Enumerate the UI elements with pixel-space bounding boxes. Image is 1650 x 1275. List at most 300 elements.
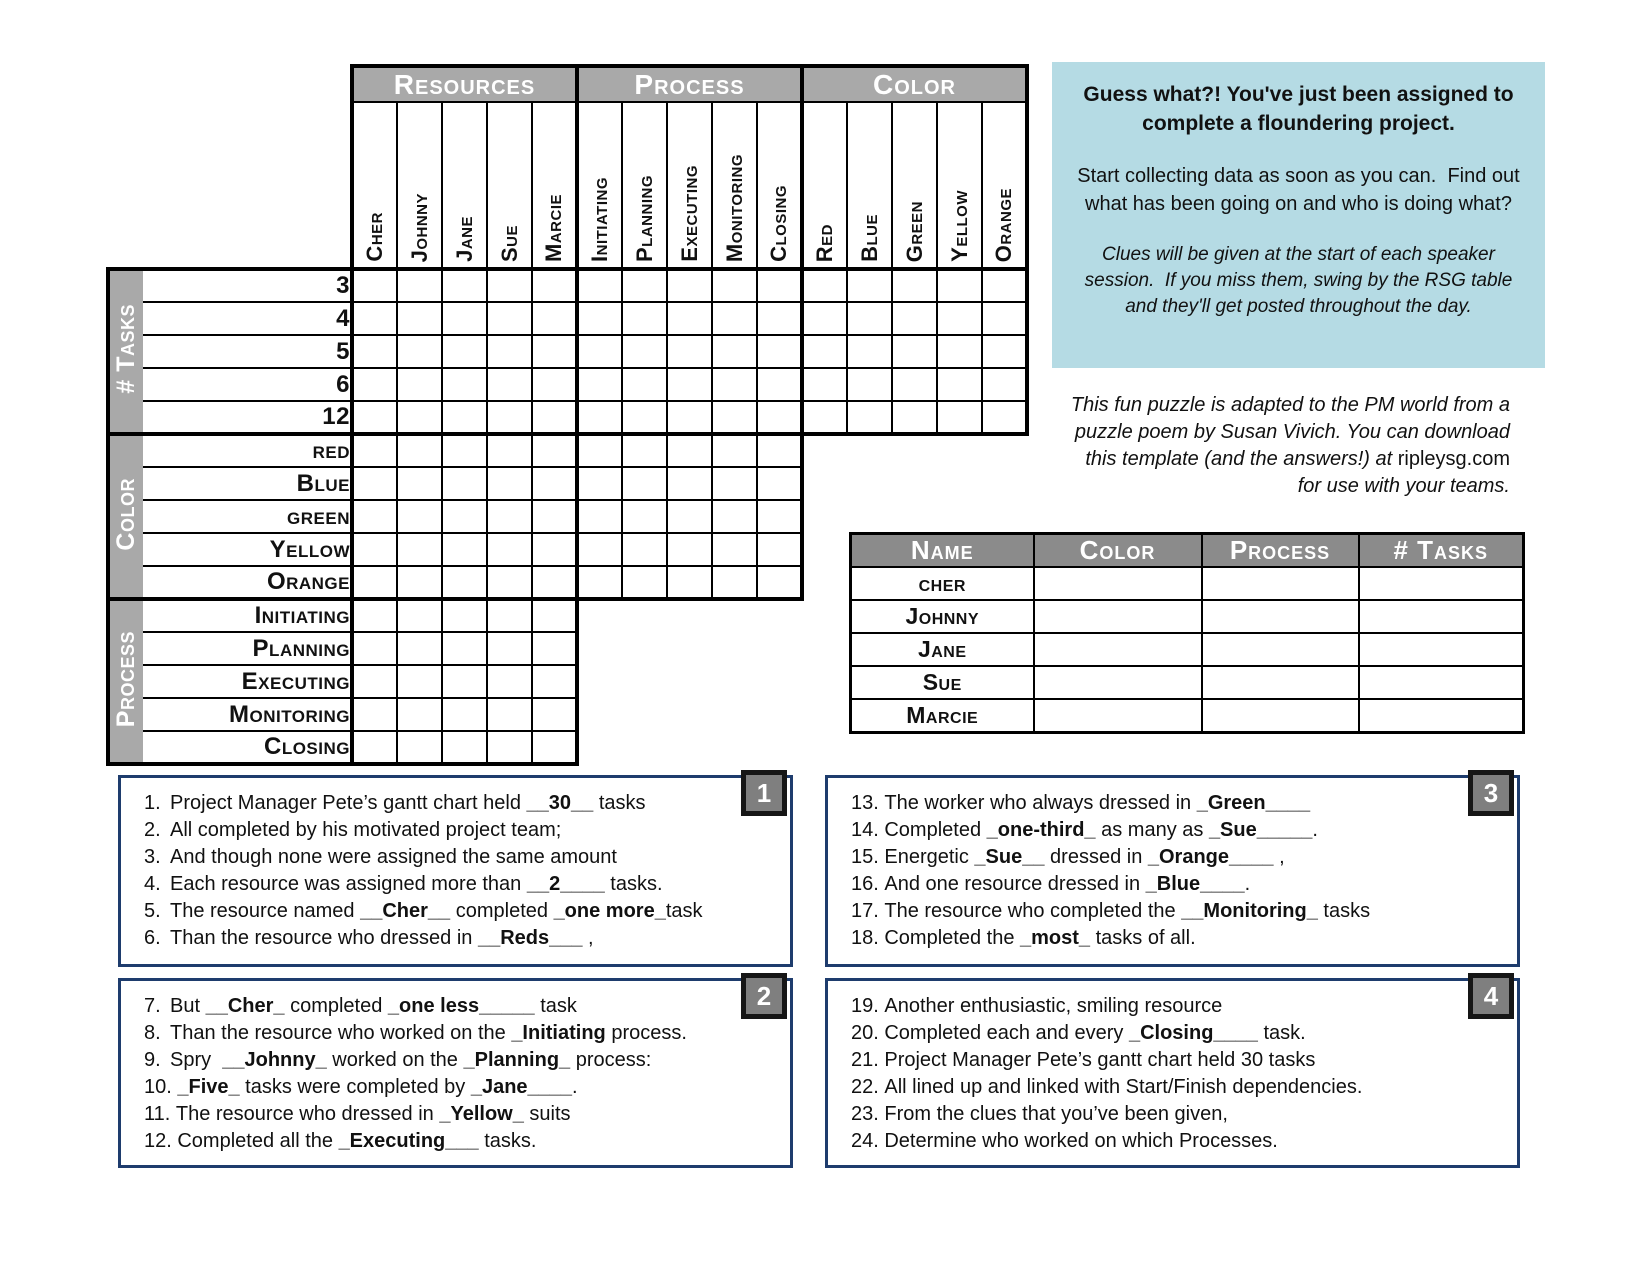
clue-text-part: tasks	[593, 792, 646, 814]
clue-blank-answer: _Orange____	[1147, 846, 1274, 868]
grid-corner-spacer	[108, 66, 352, 269]
answer-row	[851, 633, 1524, 666]
grid-cell[interactable]	[712, 434, 757, 467]
clue-text	[884, 1020, 1305, 1047]
clue-text-part: tasks	[1317, 900, 1371, 922]
grid-cell[interactable]	[532, 401, 577, 434]
clue-text	[884, 898, 1370, 925]
clue-text	[170, 1020, 687, 1047]
grid-cell[interactable]	[352, 401, 397, 434]
column-header-label: Yellow	[946, 190, 972, 262]
column-header-label: Green	[901, 200, 927, 262]
grid-cell[interactable]	[397, 731, 442, 764]
column-group-header-resources: Resources	[352, 66, 577, 102]
column-header-initiating	[577, 102, 622, 269]
grid-cell[interactable]	[667, 467, 712, 500]
grid-cell[interactable]	[757, 401, 802, 434]
grid-cell[interactable]	[937, 368, 982, 401]
column-header-label: Marcie	[541, 194, 566, 262]
grid-cell[interactable]	[532, 566, 577, 599]
grid-cell[interactable]	[577, 401, 622, 434]
clue-item	[851, 993, 1511, 1020]
clue-item	[851, 844, 1511, 871]
row-group-label: # Tasks	[112, 304, 140, 394]
clue-text-part: tasks of all.	[1090, 927, 1196, 949]
grid-cell[interactable]	[712, 269, 757, 302]
clue-blank-answer: __Johnny_	[222, 1049, 327, 1071]
credit-line	[1010, 446, 1510, 473]
grid-cell[interactable]	[802, 269, 847, 302]
clue-box-badge-2: 2	[741, 973, 787, 1019]
clue-text-part: ,	[582, 927, 594, 949]
answer-cell[interactable]	[1034, 600, 1202, 633]
clue-text-part: task.	[1257, 1022, 1306, 1044]
grid-cell[interactable]	[757, 269, 802, 302]
grid-cell[interactable]	[397, 368, 442, 401]
grid-cell[interactable]	[397, 632, 442, 665]
grid-cell[interactable]	[352, 434, 397, 467]
row-header-green: green	[143, 500, 352, 533]
grid-cell[interactable]	[487, 665, 532, 698]
grid-cell[interactable]	[442, 434, 487, 467]
grid-cell[interactable]	[532, 731, 577, 764]
grid-cell[interactable]	[487, 434, 532, 467]
row-header-planning: Planning	[143, 632, 352, 665]
grid-cell[interactable]	[442, 566, 487, 599]
grid-cell[interactable]	[442, 335, 487, 368]
grid-cell[interactable]	[667, 500, 712, 533]
grid-cell[interactable]	[622, 401, 667, 434]
column-group-header-color: Color	[802, 66, 1027, 102]
grid-cell[interactable]	[982, 302, 1027, 335]
clue-box-badge-1: 1	[741, 770, 787, 816]
intro-note: Clues will be given at the start of each speaker session. If you miss them, swing by the RSG table and they'll get posted throughout the day.	[1084, 244, 1518, 317]
clue-number: 18.	[851, 927, 885, 949]
grid-cell[interactable]	[667, 335, 712, 368]
clue-number: 19.	[851, 995, 885, 1017]
credit-text	[1010, 392, 1510, 500]
grid-cell[interactable]	[532, 302, 577, 335]
answer-name-jane: Jane	[851, 633, 1034, 666]
clue-number: 2.	[144, 819, 167, 841]
row-group-label: Color	[112, 477, 140, 551]
clue-text-part: From the clues that you’ve been given,	[884, 1103, 1228, 1125]
answer-cell[interactable]	[1359, 567, 1524, 600]
grid-cell[interactable]	[352, 566, 397, 599]
credit-line	[1010, 473, 1510, 500]
column-header-closing	[757, 102, 802, 269]
column-header-label: Jane	[451, 216, 477, 262]
grid-cell[interactable]	[487, 500, 532, 533]
row-header-3: 3	[143, 269, 352, 302]
column-header-planning	[622, 102, 667, 269]
grid-cell[interactable]	[442, 368, 487, 401]
row-header-closing: Closing	[143, 731, 352, 764]
grid-cell[interactable]	[847, 335, 892, 368]
grid-cell[interactable]	[937, 269, 982, 302]
grid-cell[interactable]	[847, 368, 892, 401]
clue-text	[170, 817, 561, 844]
clue-text-part: process.	[605, 1022, 687, 1044]
clue-blank-answer: _one more_	[553, 900, 666, 922]
grid-cell[interactable]	[487, 368, 532, 401]
clue-item	[851, 817, 1511, 844]
grid-cell[interactable]	[532, 599, 577, 632]
grid-cell[interactable]	[397, 599, 442, 632]
grid-cell[interactable]	[487, 467, 532, 500]
grid-cell[interactable]	[532, 269, 577, 302]
grid-cell[interactable]	[532, 698, 577, 731]
grid-cell[interactable]	[442, 698, 487, 731]
grid-cell[interactable]	[892, 335, 937, 368]
column-header-label: Sue	[496, 224, 522, 262]
grid-cell[interactable]	[577, 368, 622, 401]
clue-box-3	[825, 775, 1520, 967]
grid-cell[interactable]	[532, 368, 577, 401]
clue-number: 21.	[851, 1049, 885, 1071]
column-header-cher	[352, 102, 397, 269]
grid-cell[interactable]	[532, 533, 577, 566]
grid-cell[interactable]	[397, 467, 442, 500]
grid-cell[interactable]	[397, 500, 442, 533]
grid-cell[interactable]	[442, 302, 487, 335]
answer-cell[interactable]	[1202, 699, 1359, 732]
grid-cell[interactable]	[352, 698, 397, 731]
answer-cell[interactable]	[1359, 666, 1524, 699]
answer-name-johnny: Johnny	[851, 600, 1034, 633]
clue-text-part: completed	[284, 995, 388, 1017]
grid-cell[interactable]	[577, 302, 622, 335]
credit-line	[1010, 419, 1510, 446]
answer-cell[interactable]	[1034, 699, 1202, 732]
grid-cell[interactable]	[712, 401, 757, 434]
clue-item	[851, 790, 1511, 817]
grid-cell[interactable]	[442, 632, 487, 665]
grid-cell[interactable]	[577, 566, 622, 599]
clue-item	[144, 1074, 784, 1101]
grid-cell[interactable]	[982, 269, 1027, 302]
grid-cell[interactable]	[667, 401, 712, 434]
grid-cell[interactable]	[802, 302, 847, 335]
clue-box-badge-4: 4	[1468, 973, 1514, 1019]
grid-cell[interactable]	[397, 434, 442, 467]
answer-row	[851, 567, 1524, 600]
clue-text-part: Completed the	[884, 927, 1020, 949]
grid-cell[interactable]	[577, 533, 622, 566]
grid-cell[interactable]	[757, 467, 802, 500]
grid-cell[interactable]	[712, 335, 757, 368]
grid-cell[interactable]	[667, 302, 712, 335]
clue-text-part: Completed	[884, 819, 987, 841]
clue-item	[851, 871, 1511, 898]
clue-blank-answer: __Monitoring_	[1181, 900, 1318, 922]
clue-item	[144, 1047, 784, 1074]
grid-cell[interactable]	[397, 401, 442, 434]
intro-body: Start collecting data as soon as you can. Find out what has been going on and who is doing what?	[1077, 165, 1526, 215]
grid-cell[interactable]	[352, 368, 397, 401]
grid-cell[interactable]	[397, 698, 442, 731]
grid-cell[interactable]	[532, 632, 577, 665]
answer-name-sue: Sue	[851, 666, 1034, 699]
grid-cell[interactable]	[712, 302, 757, 335]
grid-cell[interactable]	[622, 335, 667, 368]
clue-item	[851, 1128, 1511, 1155]
grid-cell[interactable]	[757, 566, 802, 599]
grid-cell[interactable]	[487, 698, 532, 731]
grid-cell[interactable]	[937, 401, 982, 434]
grid-cell[interactable]	[532, 434, 577, 467]
row-header-4: 4	[143, 302, 352, 335]
grid-cell[interactable]	[622, 269, 667, 302]
grid-cell[interactable]	[937, 302, 982, 335]
grid-cell[interactable]	[397, 665, 442, 698]
clue-item	[144, 1020, 784, 1047]
clue-text	[884, 871, 1250, 898]
clue-text	[177, 1128, 536, 1155]
grid-cell[interactable]	[532, 335, 577, 368]
grid-cell[interactable]	[442, 665, 487, 698]
grid-cell[interactable]	[352, 335, 397, 368]
credit-site-text: ripleysg.com	[1397, 448, 1510, 470]
grid-cell[interactable]	[757, 500, 802, 533]
clue-number: 24.	[851, 1130, 885, 1152]
grid-cell[interactable]	[712, 368, 757, 401]
grid-cell[interactable]	[847, 401, 892, 434]
clue-item	[851, 1101, 1511, 1128]
column-header-label: Blue	[856, 214, 882, 262]
clue-text	[884, 1074, 1362, 1101]
column-header-label: Planning	[631, 174, 657, 262]
column-header-marcie	[532, 102, 577, 269]
grid-cell[interactable]	[352, 665, 397, 698]
column-header-orange	[982, 102, 1027, 269]
column-header-executing	[667, 102, 712, 269]
grid-cell[interactable]	[892, 302, 937, 335]
grid-cell[interactable]	[487, 335, 532, 368]
clue-text-part: All lined up and linked with Start/Finish dependencies.	[884, 1076, 1363, 1098]
grid-cell[interactable]	[757, 335, 802, 368]
clue-text-part: .	[572, 1076, 578, 1098]
grid-cell[interactable]	[397, 533, 442, 566]
clue-number: 20.	[851, 1022, 885, 1044]
grid-cell[interactable]	[442, 731, 487, 764]
grid-cell[interactable]	[442, 500, 487, 533]
answer-header-process: Process	[1202, 534, 1359, 568]
grid-cell[interactable]	[352, 467, 397, 500]
grid-cell[interactable]	[847, 269, 892, 302]
grid-cell[interactable]	[712, 533, 757, 566]
grid-cell[interactable]	[442, 533, 487, 566]
clue-blank-answer: _Yellow_	[439, 1103, 524, 1125]
grid-cell[interactable]	[352, 500, 397, 533]
grid-cell[interactable]	[442, 467, 487, 500]
grid-cell[interactable]	[757, 533, 802, 566]
clue-text-part: Project Manager Pete’s gantt chart held	[170, 792, 527, 814]
grid-cell[interactable]	[622, 500, 667, 533]
grid-cell[interactable]	[982, 335, 1027, 368]
clue-blank-answer: _Planning_	[463, 1049, 571, 1071]
column-header-green	[892, 102, 937, 269]
grid-cell[interactable]	[532, 665, 577, 698]
grid-cell[interactable]	[352, 269, 397, 302]
grid-cell[interactable]	[712, 566, 757, 599]
column-header-label: Executing	[676, 165, 702, 262]
answer-cell[interactable]	[1034, 567, 1202, 600]
clue-item	[144, 817, 784, 844]
grid-cell[interactable]	[577, 467, 622, 500]
answer-row	[851, 600, 1524, 633]
grid-cell[interactable]	[577, 434, 622, 467]
answer-cell[interactable]	[1202, 567, 1359, 600]
answer-cell[interactable]	[1359, 600, 1524, 633]
clue-text-part: And one resource dressed in	[884, 873, 1146, 895]
grid-cell[interactable]	[532, 500, 577, 533]
grid-cell[interactable]	[892, 269, 937, 302]
clue-text-part: suits	[523, 1103, 571, 1125]
row-header-red: red	[143, 434, 352, 467]
clue-text-part: ,	[1273, 846, 1285, 868]
grid-cell[interactable]	[802, 335, 847, 368]
clue-number: 4.	[144, 873, 167, 895]
grid-cell[interactable]	[712, 500, 757, 533]
grid-cell[interactable]	[577, 500, 622, 533]
clue-box-1	[118, 775, 793, 967]
clue-number: 15.	[851, 846, 885, 868]
grid-cell[interactable]	[577, 335, 622, 368]
grid-cell[interactable]	[667, 533, 712, 566]
grid-cell[interactable]	[622, 566, 667, 599]
grid-cell[interactable]	[397, 269, 442, 302]
grid-cell[interactable]	[712, 467, 757, 500]
clue-item	[144, 844, 784, 871]
intro-box	[1052, 62, 1545, 368]
clue-text-part: task	[665, 900, 703, 922]
answer-cell[interactable]	[1359, 699, 1524, 732]
grid-cell[interactable]	[352, 632, 397, 665]
grid-cell[interactable]	[622, 533, 667, 566]
clue-text-part: Determine who worked on which Processes.	[884, 1130, 1278, 1152]
row-header-initiating: Initiating	[143, 599, 352, 632]
answer-cell[interactable]	[1202, 600, 1359, 633]
clue-text-part: Completed all the	[177, 1130, 339, 1152]
grid-cell[interactable]	[802, 368, 847, 401]
clue-text-part: The worker who always dressed in	[884, 792, 1197, 814]
clue-number: 14.	[851, 819, 885, 841]
row-group-header-color	[108, 434, 143, 599]
grid-cell[interactable]	[577, 269, 622, 302]
grid-cell[interactable]	[487, 401, 532, 434]
grid-cell[interactable]	[532, 467, 577, 500]
grid-cell[interactable]	[622, 467, 667, 500]
grid-cell[interactable]	[487, 566, 532, 599]
row-header-executing: Executing	[143, 665, 352, 698]
clue-text-part: completed	[450, 900, 554, 922]
grid-cell[interactable]	[802, 401, 847, 434]
clue-number: 22.	[851, 1076, 885, 1098]
clue-blank-answer: _Sue__	[974, 846, 1045, 868]
column-header-label: Monitoring	[721, 153, 747, 262]
clue-text-part: tasks were completed by	[239, 1076, 471, 1098]
row-header-monitoring: Monitoring	[143, 698, 352, 731]
grid-cell[interactable]	[937, 335, 982, 368]
clue-number: 6.	[144, 927, 167, 949]
clue-text	[170, 790, 646, 817]
grid-cell[interactable]	[397, 335, 442, 368]
clue-number: 8.	[144, 1022, 167, 1044]
grid-cell[interactable]	[397, 302, 442, 335]
grid-cell[interactable]	[892, 401, 937, 434]
clue-text	[884, 1101, 1228, 1128]
grid-cell[interactable]	[487, 599, 532, 632]
grid-cell[interactable]	[442, 401, 487, 434]
grid-cell[interactable]	[847, 302, 892, 335]
column-header-sue	[487, 102, 532, 269]
clue-item	[851, 925, 1511, 952]
grid-cell[interactable]	[667, 269, 712, 302]
grid-cell[interactable]	[757, 368, 802, 401]
grid-cell[interactable]	[397, 566, 442, 599]
clue-text	[170, 993, 577, 1020]
grid-cell[interactable]	[757, 302, 802, 335]
grid-cell[interactable]	[622, 434, 667, 467]
clue-number: 12.	[144, 1130, 178, 1152]
grid-cell[interactable]	[892, 368, 937, 401]
clue-text-part: .	[1244, 873, 1251, 895]
answer-cell[interactable]	[1034, 633, 1202, 666]
clue-text-part: But	[170, 995, 206, 1017]
clue-text	[884, 817, 1318, 844]
column-header-yellow	[937, 102, 982, 269]
grid-cell[interactable]	[352, 731, 397, 764]
grid-cell[interactable]	[487, 269, 532, 302]
grid-cell[interactable]	[622, 302, 667, 335]
clue-box-badge-3: 3	[1468, 770, 1514, 816]
grid-cell[interactable]	[667, 368, 712, 401]
grid-cell[interactable]	[487, 731, 532, 764]
clue-item	[851, 898, 1511, 925]
answer-cell[interactable]	[1202, 633, 1359, 666]
clue-text	[170, 925, 594, 952]
clue-box-2	[118, 978, 793, 1168]
answer-cell[interactable]	[1034, 666, 1202, 699]
grid-cell[interactable]	[757, 434, 802, 467]
grid-cell[interactable]	[622, 368, 667, 401]
grid-cell[interactable]	[352, 302, 397, 335]
row-header-yellow: Yellow	[143, 533, 352, 566]
answer-cell[interactable]	[1202, 666, 1359, 699]
credit-text-part: for use with your teams.	[1297, 475, 1510, 497]
grid-cell[interactable]	[352, 533, 397, 566]
clue-blank-answer: _Jane____	[470, 1076, 573, 1098]
grid-cell[interactable]	[487, 632, 532, 665]
clue-number: 5.	[144, 900, 167, 922]
grid-cell[interactable]	[667, 434, 712, 467]
clue-text-part: And though none were assigned the same amount	[170, 846, 617, 868]
grid-cell[interactable]	[487, 302, 532, 335]
grid-cell[interactable]	[487, 533, 532, 566]
clue-blank-answer: __Reds___	[477, 927, 583, 949]
column-header-label: Cher	[362, 212, 387, 262]
grid-cell[interactable]	[667, 566, 712, 599]
row-header-6: 6	[143, 368, 352, 401]
answer-cell[interactable]	[1359, 633, 1524, 666]
column-header-label: Initiating	[587, 177, 612, 262]
grid-cell[interactable]	[442, 269, 487, 302]
grid-cell[interactable]	[352, 599, 397, 632]
clue-text-part: process:	[570, 1049, 652, 1071]
grid-cell[interactable]	[442, 599, 487, 632]
row-group-label: Process	[112, 630, 140, 728]
